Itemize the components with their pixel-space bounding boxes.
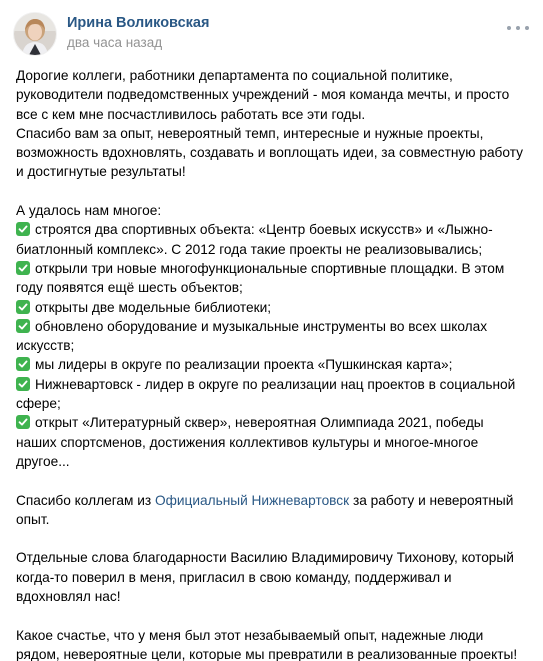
post-text-content: руководители подведомственных учреждений - моя команда мечты, и просто: [16, 87, 510, 103]
post-text-line: [16, 240, 532, 259]
post-text-line: [16, 433, 532, 452]
post-text-line: [16, 124, 532, 143]
post-text-content: опыт.: [16, 511, 50, 527]
post-text-line: [16, 452, 532, 471]
post-text-content: Какое счастье, что у меня был этот незабываемый опыт, надежные люди: [16, 627, 484, 643]
post-text-line: [16, 336, 532, 355]
post-text-content: году появятся ещё шесть объектов;: [16, 280, 243, 296]
post-text-content: возможность вдохновлять, создавать и воплощать идеи, за совместную работу: [16, 145, 523, 161]
post-text-line: [16, 105, 532, 124]
post-text-content: биатлонный комплекс». С 2012 года такие проекты не реализовывались;: [16, 241, 483, 257]
post-text-content: А удалось нам многое:: [16, 203, 162, 219]
post-text-content: открыли три новые многофункциональные спортивные площадки. В этом: [35, 260, 505, 276]
post-text-line: [16, 413, 532, 432]
author-name-link[interactable]: Ирина Воликовская: [67, 15, 210, 31]
check-mark-icon: [16, 300, 30, 314]
post-text-line: [16, 568, 532, 587]
more-options-icon[interactable]: [507, 21, 529, 35]
more-dot: [507, 26, 511, 30]
check-mark-icon: [16, 357, 30, 371]
post-text-line: [16, 355, 532, 374]
post-text-content: искусств;: [16, 338, 75, 354]
post-text-content: все с кем мне посчастливилось работать все эти годы.: [16, 106, 366, 122]
post-text-line: [16, 298, 532, 317]
post-text-content: наших спортсменов, достижения коллективов культуры и многое-многое: [16, 434, 479, 450]
check-mark-icon: [16, 261, 30, 275]
post-text-line: [16, 394, 532, 413]
post-text-content: мы лидеры в округе по реализации проекта «Пушкинская карта»;: [35, 357, 453, 373]
post-text-line: [16, 645, 532, 661]
post-text-line: [16, 220, 532, 239]
post-text-line: [16, 548, 532, 567]
check-mark-icon: [16, 377, 30, 391]
post-text-line: [16, 491, 532, 510]
post-text-line: [16, 529, 532, 548]
post-text: [16, 66, 532, 661]
post-text-segment: за работу и невероятный: [349, 492, 514, 508]
post-text-content: и достигнутые результаты!: [16, 164, 186, 180]
post-text-content: обновлено оборудование и музыкальные инструменты во всех школах: [35, 318, 488, 334]
post-text-line: [16, 162, 532, 181]
post-text-line: [16, 626, 532, 645]
post-text-content: сфере;: [16, 396, 61, 412]
post-text-line: [16, 278, 532, 297]
post-text-content: другое...: [16, 453, 70, 469]
post-text-line: [16, 606, 532, 625]
post-text-content: рядом, невероятные цели, которые мы превратили в реализованные проекты!: [16, 646, 518, 661]
post-text-content: вдохновлял нас!: [16, 589, 121, 605]
post-text-line: [16, 85, 532, 104]
post-text-content: когда-то поверил в меня, пригласил в свою команду, поддерживал и: [16, 569, 452, 585]
post-text-line: [16, 143, 532, 162]
post-text-line: [16, 201, 532, 220]
post-text-content: открыты две модельные библиотеки;: [35, 299, 272, 315]
post-text-line: [16, 259, 532, 278]
check-mark-icon: [16, 415, 30, 429]
post-text-line: [16, 66, 532, 85]
post-text-line: [16, 317, 532, 336]
more-dot: [516, 26, 520, 30]
post-text-content: открыт «Литературный сквер», невероятная Олимпиада 2021, победы: [35, 415, 484, 431]
community-mention-link[interactable]: Официальный Нижневартовск: [154, 492, 350, 508]
post-text-line: [16, 471, 532, 490]
post-text-content: Спасибо вам за опыт, невероятный темп, интересные и нужные проекты,: [16, 125, 484, 141]
post-text-line: [16, 587, 532, 606]
more-dot: [525, 26, 529, 30]
post-time[interactable]: два часа назад: [67, 35, 163, 50]
post-text-content: Нижневартовск - лидер в округе по реализации нац проектов в социальной: [35, 376, 516, 392]
post-text-line: [16, 510, 532, 529]
post-text-line: [16, 182, 532, 201]
check-mark-icon: [16, 222, 30, 236]
post-text-content: Дорогие коллеги, работники департамента по социальной политике,: [16, 68, 453, 83]
author-avatar[interactable]: [14, 13, 56, 55]
post-header: [14, 13, 529, 57]
user-avatar-icon: [14, 13, 56, 55]
post-text-line: [16, 375, 532, 394]
check-mark-icon: [16, 319, 30, 333]
post-text-segment: Спасибо коллегам из: [16, 492, 155, 508]
post-text-content: строятся два спортивных объекта: «Центр боевых искусств» и «Лыжно-: [35, 222, 493, 238]
post-text-content: Отдельные слова благодарности Василию Владимировичу Тихонову, который: [16, 550, 514, 566]
